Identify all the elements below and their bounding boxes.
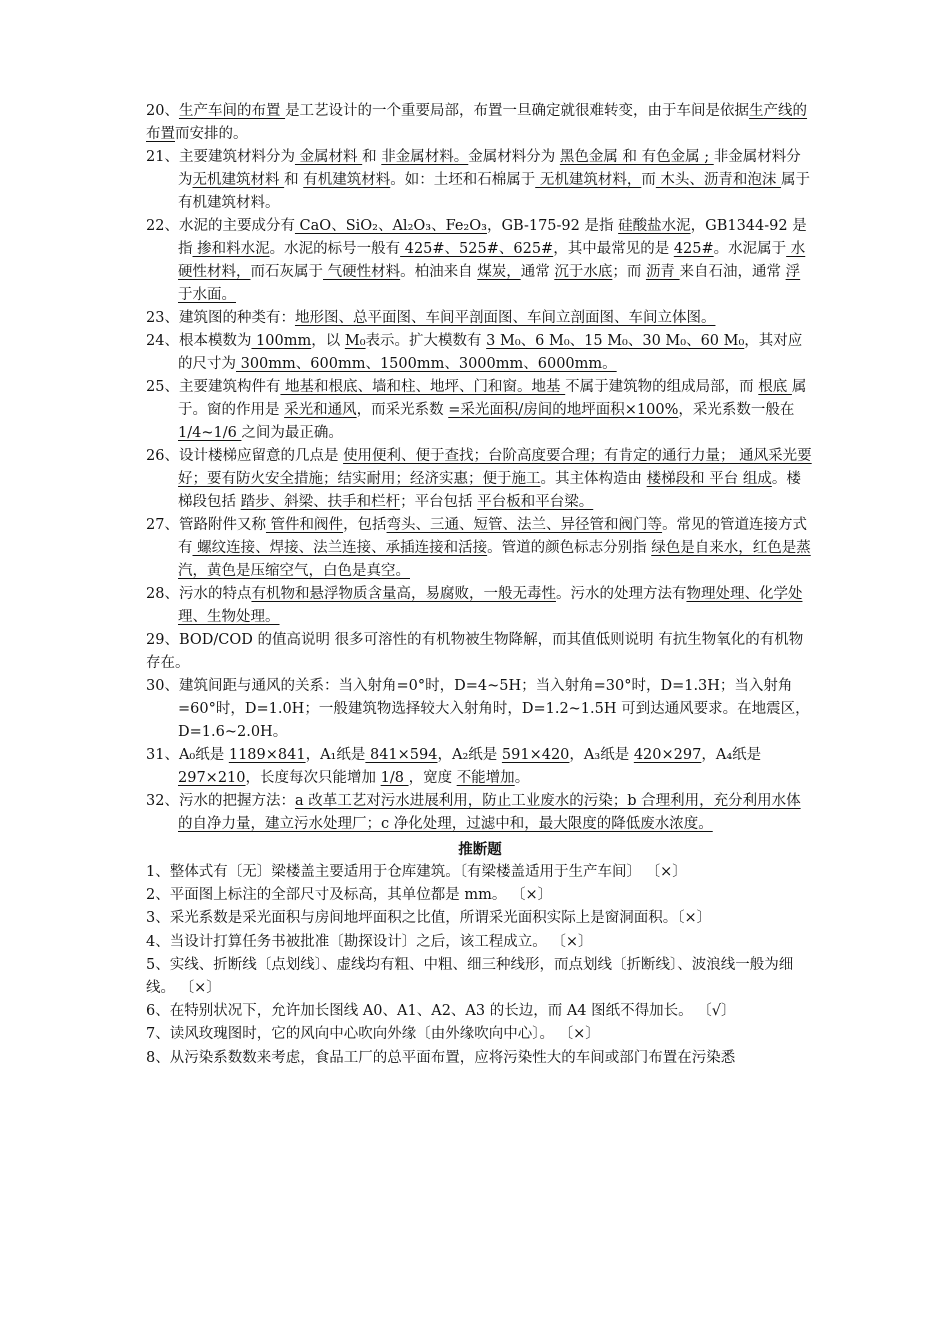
question-text: ，A₁纸是: [305, 747, 366, 763]
answer-text: 平台板和平台梁。: [477, 494, 594, 510]
question-text: ，其中最常见的是: [553, 241, 674, 257]
judge-item: 8、从污染系数数来考虑，食品工厂的总平面布置，应将污染性大的车间或部门布置在污染悉: [146, 1049, 736, 1066]
answer-text: 采光和通风: [284, 402, 357, 418]
question-text: ，宽度: [408, 770, 457, 786]
question-item: [146, 330, 814, 376]
question-text: 不属于建筑物的组成局部，而: [565, 379, 759, 395]
judge-item: 7、读风玫瑰图时，它的风向中心吹向外缘〔由外缘吹向中心〕。 〔×〕: [146, 1026, 600, 1043]
question-item: [146, 376, 814, 445]
answer-text: 有机物和悬浮物质含量高，易腐败，一般无毒性: [251, 586, 556, 602]
question-text: 和: [362, 149, 382, 165]
answer-text: 螺纹连接、焊接、法兰连接、承插连接和活接: [192, 540, 488, 556]
answer-text: 沉于水底: [554, 264, 613, 280]
question-text: 。管道的颜色标志分别指: [487, 540, 652, 556]
answer-text: 3 M₀、6 M₀、15 M₀、30 M₀、60 M₀: [486, 333, 745, 349]
question-text: 。楼梯段包括: [178, 471, 801, 510]
question-text: 而石灰属于: [250, 264, 323, 280]
question-text: 而安排的。: [175, 126, 248, 142]
answer-text: 踏步、斜梁、扶手和栏杆: [240, 494, 401, 510]
question-text: ，GB-175-92 是指: [486, 218, 619, 234]
question-item: [146, 100, 814, 146]
answer-text: a 改革工艺对污水进展利用，防止工业废水的污染；b 合理利用，充分利用水体的自净力量，建立污水处理厂；c 净化处理，过滤中和，最大限度的降低废水浓度。: [178, 793, 801, 832]
question-text: 23、建筑图的种类有：: [146, 310, 295, 326]
answer-text: 地基和根底、墙和柱、地坪、门和窗。地基: [280, 379, 566, 395]
question-text: ；平台包括: [400, 494, 478, 510]
question-text: 是工艺设计的一个重要局部，布置一旦确定就很难转变，由于车间是依据: [285, 103, 750, 119]
question-text: 。: [514, 770, 530, 786]
answer-text: CaO、SiO₂、Al₂O₃、Fe₂O₃: [294, 218, 487, 234]
question-item: [146, 445, 814, 514]
answer-text: 金属材料: [294, 149, 363, 165]
question-item: [146, 514, 814, 583]
answer-text: 300mm、600mm、1500mm、3000mm、6000mm。: [236, 356, 617, 372]
answer-text: 有机建筑材料: [303, 172, 391, 188]
question-text: 之间为最正确。: [241, 425, 343, 441]
answer-text: 生产车间的布置: [178, 103, 286, 119]
judge-heading: 推断题: [458, 841, 502, 858]
answer-text: 420×297: [633, 747, 702, 763]
answer-text: 使用便利、便于查找；台阶高度要合理；有肯定的通行力量； 通风采光要好；要有防火安全措施；结实耐用；经济实惠；便于施工: [178, 448, 812, 487]
question-text: 24、根本模数为: [146, 333, 252, 349]
question-item: [146, 215, 814, 307]
answer-text: 根底: [758, 379, 792, 395]
answer-text: 木头、沥青和泡沫: [655, 172, 782, 188]
judge-item: 1、整体式有〔无〕梁楼盖主要适用于仓库建筑。〔有梁楼盖适用于生产车间〕 〔×〕: [146, 864, 687, 880]
question-text: 28、污水的特点: [146, 586, 252, 602]
question-text: 32、污水的把握方法：: [146, 793, 295, 809]
judge-section: [146, 861, 814, 1070]
question-text: 金属材料分为: [468, 149, 560, 165]
question-text: 属于有机建筑材料。: [178, 172, 811, 211]
question-text: ，A₃纸是: [569, 747, 634, 763]
answer-text: 1/8: [380, 770, 409, 786]
question-text: 来自石油，通常: [679, 264, 786, 280]
answer-text: =采光面积/房间的地坪面积×100%: [448, 402, 679, 418]
question-text: ；而: [612, 264, 646, 280]
judge-item: 3、采光系数是采光面积与房间地坪面积之比值，所谓采光面积实际上是窗洞面积。〔×〕: [146, 910, 712, 927]
question-text: 。如：土坯和石棉属于: [390, 172, 536, 188]
question-text: 通常: [520, 264, 555, 280]
question-text: 27、管路附件又称: [146, 517, 266, 533]
question-text: 。柏油来自: [400, 264, 478, 280]
answer-text: 生产线的布置: [146, 103, 808, 142]
question-text: 表示。扩大模数有: [365, 333, 487, 349]
document-body: [146, 100, 814, 1070]
answer-text: 1189×841: [228, 747, 306, 763]
question-text: 属于。窗的作用是: [178, 379, 807, 418]
answer-text: 591×420: [501, 747, 570, 763]
question-text: ，A₂纸是: [437, 747, 502, 763]
answer-text: 425#、525#、625#: [400, 241, 554, 257]
question-item: [146, 307, 814, 330]
question-text: 22、水泥的主要成分有: [146, 218, 295, 234]
question-text: ，其对应的尺寸为: [178, 333, 803, 372]
question-text: 29、BOD/COD 的值高说明 很多可溶性的有机物被生物降解，而其值低则说明 有抗生物氧化的有机物存在。: [146, 632, 804, 671]
answer-text: 浮于水面。: [178, 264, 801, 303]
answer-text: 煤炭，: [477, 264, 521, 280]
answer-text: M₀: [344, 333, 366, 349]
answer-text: 沥青: [645, 264, 680, 280]
answer-text: 掺和料水泥: [192, 241, 270, 257]
question-item: [146, 790, 814, 836]
answer-text: 楼梯段和 平台 组成: [646, 471, 772, 487]
answer-text: 无机建筑材料，: [535, 172, 642, 188]
question-text: 。污水的处理方法有: [555, 586, 687, 602]
question-item: [146, 744, 814, 790]
answer-text: 不能增加: [456, 770, 515, 786]
question-text: 20、: [146, 103, 179, 119]
answer-text: 黑色金属 和 有色金属 ;: [559, 149, 714, 165]
answer-text: 水硬性材料，: [178, 241, 806, 280]
question-text: 。其主体构造由: [540, 471, 647, 487]
question-text: 和: [284, 172, 304, 188]
answer-text: 物理处理、化学处理、生物处理。: [178, 586, 803, 625]
question-text: ，采光系数一般在: [678, 402, 795, 418]
question-text: 。常见的管道连接方式有: [178, 517, 808, 556]
answer-text: 地形图、总平面图、车间平剖面图、车间立剖面图、车间立体图。: [294, 310, 716, 326]
question-item: [146, 675, 814, 744]
question-text: 。水泥的标号一般有: [269, 241, 401, 257]
question-text: 31、A₀纸是: [146, 747, 229, 763]
answer-text: 弯头、三通、短管、法兰、异径管和阀门等: [386, 517, 663, 533]
answer-text: 297×210: [178, 770, 246, 786]
question-text: 30、建筑间距与通风的关系：当入射角=0°时，D=4~5H；当入射角=30°时，D=1.3H；当入射角=60°时，D=1.0H；一般建筑物选择较大入射角时，D=1.2~1.5H 可到达通风要求。在地震区，D=1.6~2.0H。: [146, 678, 810, 740]
answer-text: 425#: [673, 241, 714, 257]
question-item: [146, 583, 814, 629]
fill-in-section: [146, 100, 814, 836]
judge-item: 4、当设计打算任务书被批准〔勘探设计〕之后，该工程成立。 〔×〕: [146, 933, 593, 950]
question-text: 25、主要建筑构件有: [146, 379, 281, 395]
answer-text: 硅酸盐水泥: [618, 218, 691, 234]
answer-text: 100mm: [251, 333, 312, 349]
question-text: 非金属材料分为: [178, 149, 801, 188]
judge-item: 5、实线、折断线〔点划线〕、虚线均有粗、中粗、细三种线形，而点划线〔折断线〕、波浪线一般为细线。 〔×〕: [146, 956, 794, 997]
answer-text: 气硬性材料: [323, 264, 401, 280]
answer-text: 无机建筑材料: [192, 172, 285, 188]
question-text: 而: [641, 172, 656, 188]
question-text: ，而采光系数: [356, 402, 449, 418]
judge-item: 6、在特别状况下，允许加长图线 A0、A1、A2、A3 的长边，而 A4 图纸不得加长。 〔√〕: [146, 1003, 736, 1020]
answer-text: 管件和阀件: [265, 517, 344, 533]
answer-text: 绿色是自来水，红色是蒸汽，黄色是压缩空气，白色是真空。: [178, 540, 811, 579]
question-text: ，A₄纸是: [701, 747, 762, 763]
question-item: [146, 146, 814, 215]
question-text: ，以: [311, 333, 345, 349]
judge-item: 2、平面图上标注的全部尺寸及标高，其单位都是 mm。 〔×〕: [146, 887, 553, 904]
question-text: ，长度每次只能增加: [245, 770, 381, 786]
answer-text: 非金属材料。: [381, 149, 469, 165]
question-text: 21、主要建筑材料分为: [146, 149, 295, 165]
answer-text: 841×594: [365, 747, 438, 763]
question-text: ，GB1344-92 是指: [178, 218, 807, 257]
question-text: ，包括: [343, 517, 387, 533]
question-text: 26、设计楼梯应留意的几点是: [146, 448, 344, 464]
question-item: [146, 629, 814, 675]
question-text: 。水泥属于: [713, 241, 787, 257]
answer-text: 1/4~1/6: [178, 425, 242, 441]
